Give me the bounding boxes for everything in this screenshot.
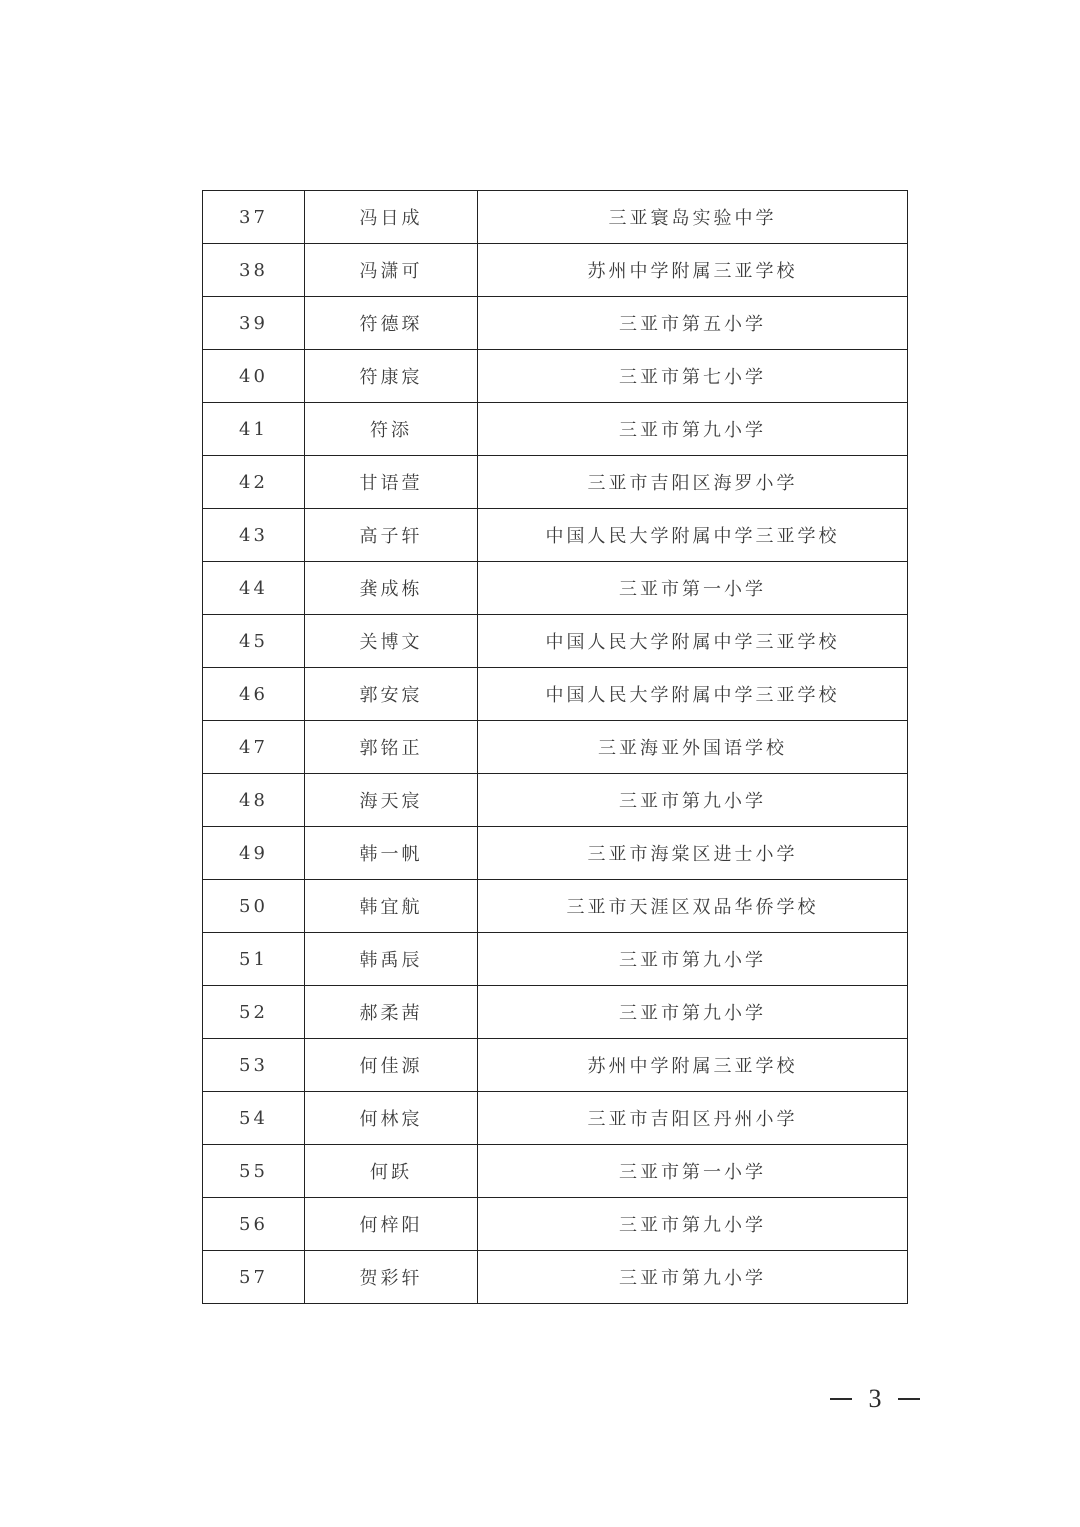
student-name: 高子轩 xyxy=(305,509,478,562)
table-row xyxy=(203,827,908,880)
school-name: 三亚寰岛实验中学 xyxy=(478,191,908,244)
student-name: 何林宸 xyxy=(305,1092,478,1145)
student-name: 何梓阳 xyxy=(305,1198,478,1251)
school-name: 三亚市第七小学 xyxy=(478,350,908,403)
student-name: 郝柔茜 xyxy=(305,986,478,1039)
table-row xyxy=(203,244,908,297)
row-number: 40 xyxy=(203,350,305,403)
row-number: 56 xyxy=(203,1198,305,1251)
school-name: 三亚市海棠区进士小学 xyxy=(478,827,908,880)
student-name: 甘语萱 xyxy=(305,456,478,509)
school-name: 三亚海亚外国语学校 xyxy=(478,721,908,774)
row-number: 46 xyxy=(203,668,305,721)
school-name: 三亚市天涯区双品华侨学校 xyxy=(478,880,908,933)
table-row xyxy=(203,668,908,721)
table-row xyxy=(203,1198,908,1251)
row-number: 45 xyxy=(203,615,305,668)
school-name: 三亚市吉阳区丹州小学 xyxy=(478,1092,908,1145)
school-name: 苏州中学附属三亚学校 xyxy=(478,1039,908,1092)
student-name: 韩一帆 xyxy=(305,827,478,880)
student-name: 符添 xyxy=(305,403,478,456)
row-number: 43 xyxy=(203,509,305,562)
row-number: 42 xyxy=(203,456,305,509)
row-number: 38 xyxy=(203,244,305,297)
row-number: 47 xyxy=(203,721,305,774)
table-row xyxy=(203,562,908,615)
student-name: 符德琛 xyxy=(305,297,478,350)
student-name: 韩宜航 xyxy=(305,880,478,933)
table-row xyxy=(203,615,908,668)
table-row xyxy=(203,1039,908,1092)
row-number: 55 xyxy=(203,1145,305,1198)
table-row xyxy=(203,721,908,774)
student-name: 何跃 xyxy=(305,1145,478,1198)
table-row xyxy=(203,1092,908,1145)
page-number: 3 xyxy=(868,1384,882,1413)
row-number: 39 xyxy=(203,297,305,350)
row-number: 54 xyxy=(203,1092,305,1145)
student-name: 何佳源 xyxy=(305,1039,478,1092)
table-row xyxy=(203,774,908,827)
school-name: 三亚市第九小学 xyxy=(478,986,908,1039)
student-name: 郭安宸 xyxy=(305,668,478,721)
row-number: 57 xyxy=(203,1251,305,1304)
school-name: 三亚市第九小学 xyxy=(478,1198,908,1251)
student-name: 关博文 xyxy=(305,615,478,668)
right-dash xyxy=(898,1398,920,1400)
row-number: 41 xyxy=(203,403,305,456)
school-name: 苏州中学附属三亚学校 xyxy=(478,244,908,297)
school-name: 三亚市第九小学 xyxy=(478,403,908,456)
school-name: 三亚市第五小学 xyxy=(478,297,908,350)
student-name: 龚成栋 xyxy=(305,562,478,615)
school-name: 中国人民大学附属中学三亚学校 xyxy=(478,668,908,721)
row-number: 49 xyxy=(203,827,305,880)
school-name: 三亚市第九小学 xyxy=(478,1251,908,1304)
table-row xyxy=(203,191,908,244)
school-name: 三亚市吉阳区海罗小学 xyxy=(478,456,908,509)
winners-table xyxy=(202,190,908,1304)
student-name: 韩禹辰 xyxy=(305,933,478,986)
table-body xyxy=(203,191,908,1304)
row-number: 53 xyxy=(203,1039,305,1092)
student-name: 郭铭正 xyxy=(305,721,478,774)
student-name: 海天宸 xyxy=(305,774,478,827)
table-row xyxy=(203,297,908,350)
school-name: 中国人民大学附属中学三亚学校 xyxy=(478,509,908,562)
table-row xyxy=(203,933,908,986)
student-name: 冯潇可 xyxy=(305,244,478,297)
table-row xyxy=(203,1145,908,1198)
row-number: 48 xyxy=(203,774,305,827)
student-name: 符康宸 xyxy=(305,350,478,403)
row-number: 44 xyxy=(203,562,305,615)
table-row xyxy=(203,880,908,933)
left-dash xyxy=(830,1398,852,1400)
table-row xyxy=(203,509,908,562)
school-name: 三亚市第一小学 xyxy=(478,562,908,615)
school-name: 中国人民大学附属中学三亚学校 xyxy=(478,615,908,668)
row-number: 50 xyxy=(203,880,305,933)
row-number: 37 xyxy=(203,191,305,244)
student-name: 冯日成 xyxy=(305,191,478,244)
row-number: 51 xyxy=(203,933,305,986)
page-footer xyxy=(830,1381,920,1417)
school-name: 三亚市第九小学 xyxy=(478,774,908,827)
table-row xyxy=(203,350,908,403)
school-name: 三亚市第一小学 xyxy=(478,1145,908,1198)
row-number: 52 xyxy=(203,986,305,1039)
student-name: 贺彩轩 xyxy=(305,1251,478,1304)
school-name: 三亚市第九小学 xyxy=(478,933,908,986)
table-row xyxy=(203,986,908,1039)
table-row xyxy=(203,403,908,456)
table-row xyxy=(203,456,908,509)
table-row xyxy=(203,1251,908,1304)
